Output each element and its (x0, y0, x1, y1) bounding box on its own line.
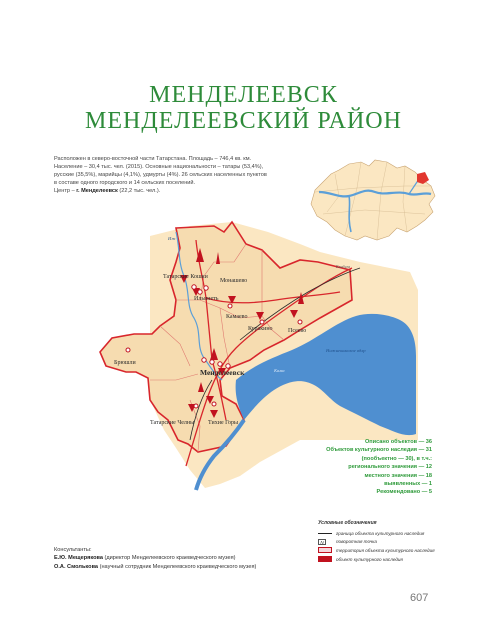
map-legend (318, 520, 448, 563)
consultant-name: О.А. Смолькова (54, 563, 99, 570)
legend-item-border: граница объекта культурного наследия (318, 529, 448, 538)
statistics-block (300, 438, 432, 497)
label-river-kama: Кама (274, 368, 285, 373)
turning-point-icon: N (318, 539, 326, 545)
label-mendeleevsk: Менделеевск (200, 368, 245, 377)
stat-regional: регионального значения — 12 (348, 464, 432, 471)
label-road-elabuga: Елабуга (336, 264, 351, 269)
stat-lost: (пообъектно — 30), в т.ч.: (361, 455, 432, 462)
page-title-city: МЕНДЕЛЕЕВСК (149, 82, 338, 108)
label-tatarskie-chelny: Татарские Челны (150, 420, 195, 426)
stat-recommended: Рекомендовано — 5 (376, 489, 432, 496)
label-reservoir: Нижнекамское вдхр (326, 348, 366, 353)
consultant-name: Е.Ю. Мещерякова (54, 555, 103, 562)
consultants-block: Консультанты: Е.Ю. Мещерякова (директор Менделеевского краеведческого музея) О.А. Смолькова (научный сотрудник Менделеевского краеведческого музея) (54, 547, 257, 570)
legend-item-object: объект культурного наследия (318, 555, 448, 564)
legend-heading: Условные обозначения (318, 520, 377, 526)
label-ilyinet: Ильинеть (194, 296, 219, 302)
label-monashevo: Монашево (220, 278, 248, 284)
page-title-district: МЕНДЕЛЕЕВСКИЙ РАЙОН (85, 108, 402, 134)
consultants-heading: Консультанты: (54, 547, 92, 553)
stat-heritage: Объектов культурного наследия — 31 (326, 447, 432, 454)
label-river-izh: Иж (168, 236, 176, 241)
label-kamaevo: Камаево (226, 314, 248, 320)
legend-item-turning-point: N поворотная точка (318, 538, 448, 547)
label-bryushli: Брюшли (114, 360, 136, 366)
legend-item-territory: территория объекта культурного наследия (318, 546, 448, 555)
label-tatarskie-koshki: Татарские Кошки (163, 274, 208, 280)
district-description: Расположен в северо-восточной части Татарстана. Площадь – 746,4 кв. км. Население – 30,4 тыс. чел. (2015). Основные национальности – татары (53,4%), русские (35,5%), марийцы (4,1%), удмурты (4%). 26 сельских населенных пунктов в составе одного городского и 14 сельских поселений. Центр – г. Менделеевск (22,2 тыс. чел.). (54, 156, 267, 194)
label-kurakovo: Куракино (248, 326, 273, 332)
stat-local: местного значения — 18 (364, 472, 432, 479)
stat-described: Описано объектов — 36 (364, 439, 432, 445)
label-psevo: Псеево (288, 328, 307, 334)
center-name: г. Менделеевск (76, 188, 118, 194)
page-number: 607 (410, 592, 429, 604)
stat-revealed: выявленных — 1 (384, 481, 432, 488)
label-tikhie-gory: Тихие Горы (208, 420, 239, 426)
